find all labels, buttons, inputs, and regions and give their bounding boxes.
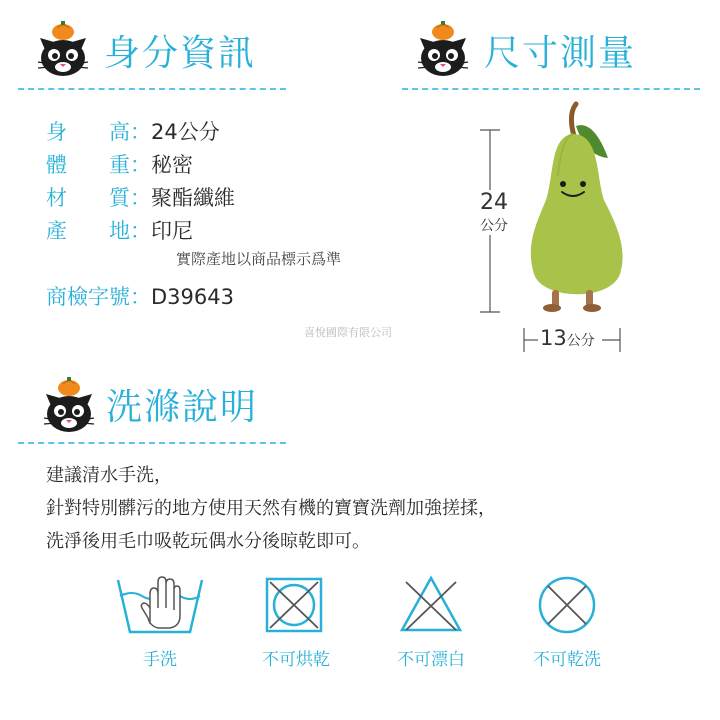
cat-mascot-icon (32, 18, 94, 80)
care-label-no-dry-clean: 不可乾洗 (533, 650, 601, 670)
identity-section-title: 身分資訊 (104, 33, 257, 74)
size-section-title: 尺寸測量 (484, 33, 637, 74)
wash-divider (18, 442, 286, 444)
care-label-hand-wash: 手洗 (143, 650, 177, 670)
wash-line: 建議清水手洗， (46, 465, 172, 486)
hand-wash-icon (112, 574, 208, 636)
pear-plush-image (531, 104, 623, 312)
wash-section-title: 洗滌說明 (106, 387, 259, 428)
inspection-value: D39643 (151, 285, 234, 309)
info-value: 聚酯纖維 (151, 186, 235, 210)
wash-instructions (46, 459, 496, 558)
origin-note: 實際產地以商品標示爲準 (176, 250, 342, 268)
height-value: 24 (480, 190, 508, 215)
cat-mascot-icon (38, 374, 100, 436)
no-dry-clean-icon (536, 574, 598, 636)
info-row-height (46, 116, 220, 146)
info-value: 24公分 (151, 120, 220, 144)
care-label-no-bleach: 不可漂白 (397, 650, 465, 670)
identity-divider (18, 88, 286, 90)
no-bleach-icon (398, 574, 464, 634)
info-label: 材 質： (46, 186, 151, 210)
info-row-inspection (46, 281, 234, 311)
inspection-label: 商檢字號： (46, 285, 151, 309)
info-label: 體 重： (46, 153, 151, 177)
width-unit: 公分 (566, 333, 595, 349)
cat-mascot-icon (412, 18, 474, 80)
info-label: 身 高： (46, 120, 151, 144)
info-label: 產 地： (46, 219, 151, 243)
info-row-origin (46, 215, 193, 245)
company-watermark: 喜悅國際有限公司 (304, 326, 392, 339)
width-dimension-label (540, 326, 595, 350)
care-label-no-tumble-dry: 不可烘乾 (262, 650, 330, 670)
info-row-material (46, 182, 235, 212)
size-divider (402, 88, 700, 90)
wash-line: 洗淨後用毛巾吸乾玩偶水分後晾乾即可。 (46, 531, 370, 552)
info-value: 印尼 (151, 219, 193, 243)
width-value: 13 (540, 326, 567, 350)
info-value: 秘密 (151, 153, 193, 177)
wash-line: 針對特別髒污的地方使用天然有機的寶寶洗劑加強搓揉， (46, 498, 496, 519)
no-tumble-dry-icon (264, 576, 324, 634)
info-row-weight (46, 149, 193, 179)
height-dimension-label (476, 190, 512, 235)
height-unit: 公分 (480, 218, 508, 234)
